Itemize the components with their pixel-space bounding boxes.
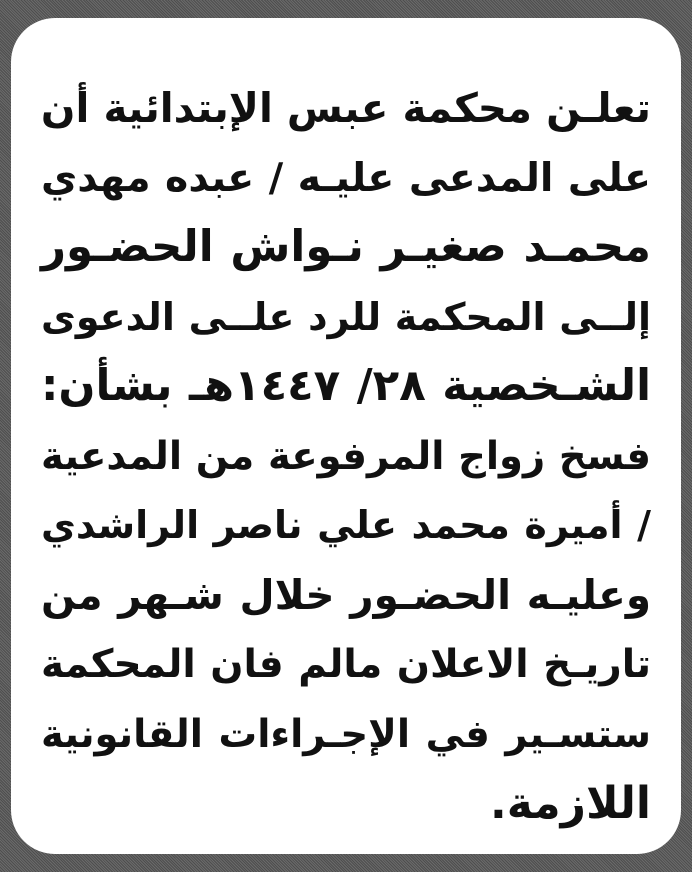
notice-line-2: على المدعى عليـه / عبده مهدي (41, 154, 651, 201)
notice-line-6: فسخ زواج المرفوعة من المدعية (41, 433, 651, 479)
notice-line-1: تعلـن محكمة عبس الإبتدائية أن (40, 84, 651, 132)
notice-line-5: الشـخصية ٢٨/ ١٤٤٧هـ بشأن: (41, 361, 651, 411)
notice-text (41, 74, 651, 839)
notice-line-4: إلــى المحكمة للرد علــى الدعوى (41, 294, 651, 339)
notice-line-10: ستسـير في الإجـراءات القانونية (41, 711, 651, 757)
notice-card (11, 18, 681, 854)
notice-line-11: اللازمة. (490, 778, 651, 829)
notice-line-7: / أميرة محمد علي ناصر الراشدي (41, 503, 651, 547)
notice-line-9: تاريـخ الاعلان مالم فان المحكمة (41, 642, 651, 687)
notice-line-8: وعليـه الحضـور خلال شـهر من (41, 570, 651, 619)
notice-line-3: محمـد صغيـر نـواش الحضـور (41, 222, 651, 272)
